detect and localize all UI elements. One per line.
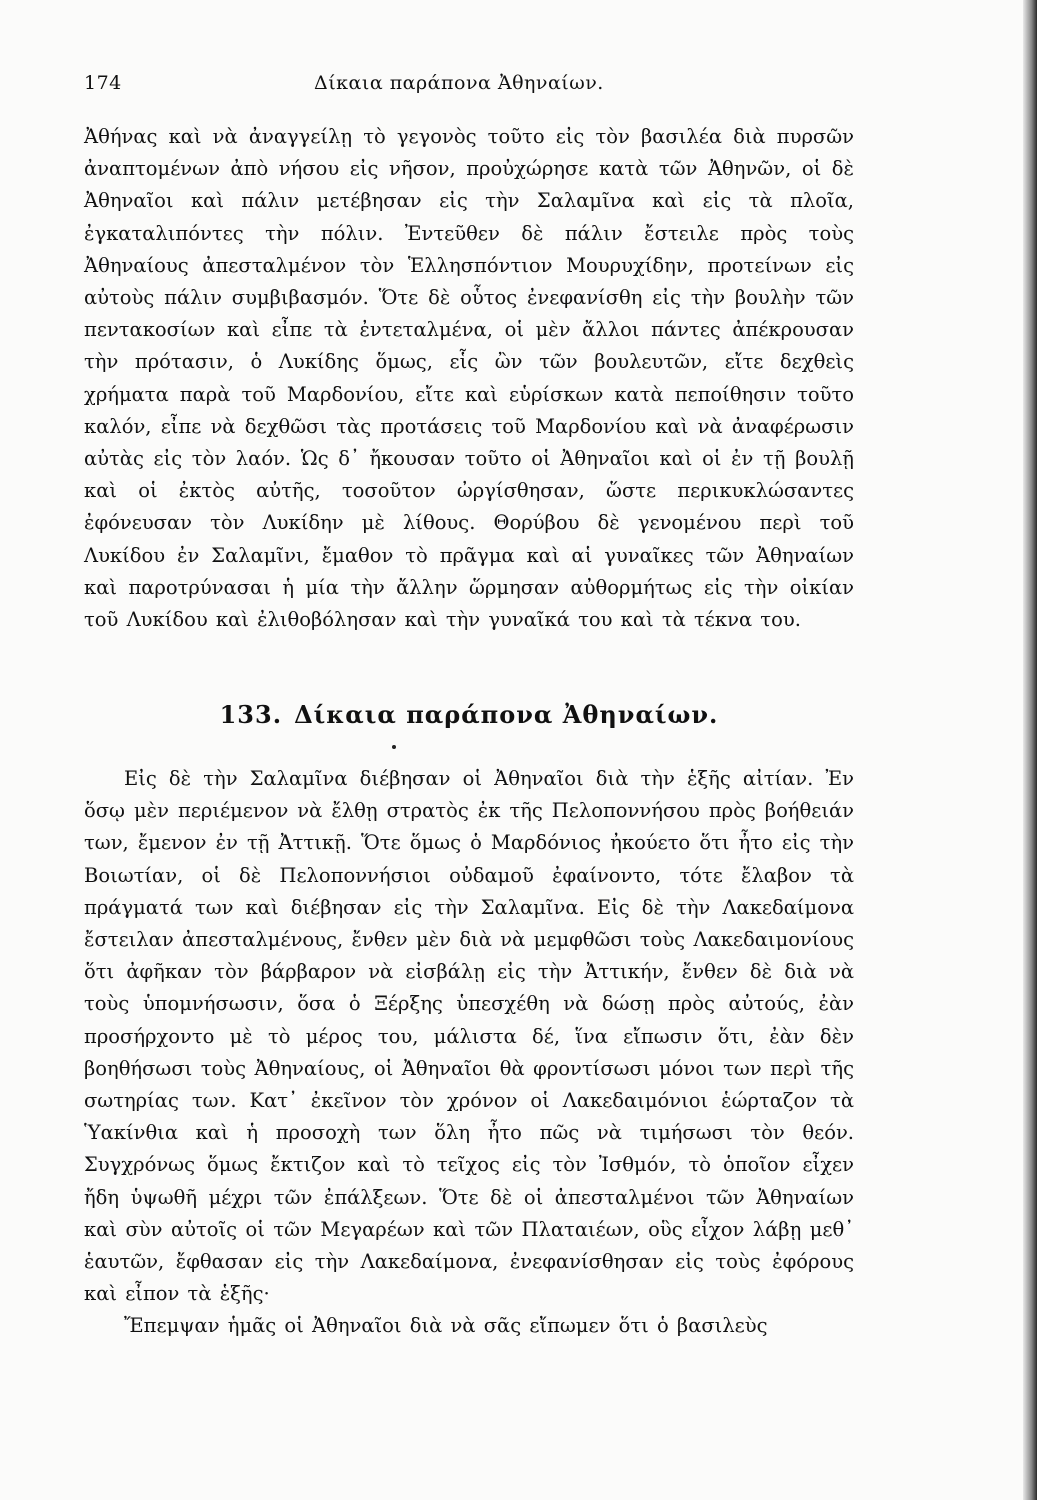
running-title: Δίκαια παράπονα Ἀθηναίων. <box>314 72 604 94</box>
text-block-section <box>84 763 854 1343</box>
heading-ornament-dot <box>392 745 396 749</box>
section-number: 133. <box>219 700 283 729</box>
page-number: 174 <box>84 72 122 94</box>
speech-paragraph: Ἔπεμψαν ἡμᾶς οἱ Ἀθηναῖοι διὰ νὰ σᾶς εἴπωμεν ὅτι ὁ βασιλεὺς <box>124 1314 768 1338</box>
section-heading <box>84 700 854 729</box>
book-spine-shadow <box>1023 0 1037 1500</box>
section-paragraph: Εἰς δὲ τὴν Σαλαμῖνα διέβησαν οἱ Ἀθηναῖοι διὰ τὴν ἑξῆς αἰτίαν. Ἐν ὅσῳ μὲν περιέμενον νὰ ἔλθῃ στρατὸς ἐκ τῆς Πελοποννήσου πρὸς βοήθειάν των, ἔμενον ἐν τῇ Ἀττικῇ. Ὅτε ὅμως ὁ Μαρδόνιος ἠκούετο ὅτι ἦτο εἰς τὴν Βοιωτίαν, οἱ δὲ Πελοποννήσιοι οὐδαμοῦ ἐφαίνοντο, τότε ἔλαβον τὰ πράγματά των καὶ διέβησαν εἰς τὴν Σαλαμῖνα. Εἰς δὲ τὴν Λακεδαίμονα ἔστειλαν ἀπεσταλμένους, ἔνθεν μὲν διὰ νὰ μεμφθῶσι τοὺς Λακεδαιμονίους ὅτι ἀφῆκαν τὸν βάρβαρον νὰ εἰσβάλῃ εἰς τὴν Ἀττικήν, ἔνθεν δὲ διὰ νὰ τοὺς ὑπομνήσωσιν, ὅσα ὁ Ξέρξης ὑπεσχέθη νὰ δώσῃ πρὸς αὐτούς, ἐὰν προσήρχοντο μὲ τὸ μέρος του, μάλιστα δέ, ἵνα εἴπωσιν ὅτι, ἐὰν δὲν βοηθήσωσι τοὺς Ἀθηναίους, οἱ Ἀθηναῖοι θὰ φροντίσωσι μόνοι των περὶ τῆς σωτηρίας των. Κατ᾽ ἐκεῖνον τὸν χρόνον οἱ Λακεδαιμόνιοι ἑώρταζον τὰ Ὑακίνθια καὶ ἡ προσοχὴ των ὅλη ἦτο πῶς νὰ τιμήσωσι τὸν θεόν. Συγχρόνως ὅμως ἔκτιζον καὶ τὸ τεῖχος εἰς τὸν Ἰσθμόν, τὸ ὁποῖον εἶχεν ἤδη ὑψωθῆ μέχρι τῶν ἐπάλξεων. Ὅτε δὲ οἱ ἀπεσταλμένοι τῶν Ἀθηναίων καὶ σὺν αὐτοῖς οἱ τῶν Μεγαρέων καὶ τῶν Πλαταιέων, οὓς εἶχον λάβῃ μεθ᾽ ἑαυτῶν, ἔφθασαν εἰς τὴν Λακεδαίμονα, ἐνεφανίσθησαν εἰς τοὺς ἐφόρους καὶ εἶπον τὰ ἑξῆς· <box>84 767 854 1306</box>
section-title: Δίκαια παράπονα Ἀθηναίων. <box>294 700 719 729</box>
paragraph-continued: Ἀθήνας καὶ νὰ ἀναγγείλῃ τὸ γεγονὸς τοῦτο εἰς τὸν βασιλέα διὰ πυρσῶν ἀναπτομένων ἀπὸ νήσου εἰς νῆσον, προὐχώρησε κατὰ τῶν Ἀθηνῶν, οἱ δὲ Ἀθηναῖοι καὶ πάλιν μετέβησαν εἰς τὴν Σαλαμῖνα καὶ εἰς τὰ πλοῖα, ἐγκαταλιπόντες τὴν πόλιν. Ἐντεῦθεν δὲ πάλιν ἔστειλε πρὸς τοὺς Ἀθηναίους ἀπεσταλμένον τὸν Ἑλλησπόντιον Μουρυχίδην, προτείνων εἰς αὐτοὺς πάλιν συμβιβασμόν. Ὅτε δὲ οὗτος ἐνεφανίσθη εἰς τὴν βουλὴν τῶν πεντακοσίων καὶ εἶπε τὰ ἐντεταλμένα, οἱ μὲν ἄλλοι πάντες ἀπέκρουσαν τὴν πρότασιν, ὁ Λυκίδης ὅμως, εἷς ὢν τῶν βουλευτῶν, εἴτε δεχθεὶς χρήματα παρὰ τοῦ Μαρδονίου, εἴτε καὶ εὑρίσκων κατὰ πεποίθησιν τοῦτο καλόν, εἶπε νὰ δεχθῶσι τὰς προτάσεις τοῦ Μαρδονίου καὶ νὰ ἀναφέρωσιν αὐτὰς εἰς τὸν λαόν. Ὡς δ᾽ ἤκουσαν τοῦτο οἱ Ἀθηναῖοι καὶ οἱ ἐν τῇ βουλῇ καὶ οἱ ἐκτὸς αὐτῆς, τοσοῦτον ὠργίσθησαν, ὥστε περικυκλώσαντες ἐφόνευσαν τὸν Λυκίδην μὲ λίθους. Θορύβου δὲ γενομένου περὶ τοῦ Λυκίδου ἐν Σαλαμῖνι, ἔμαθον τὸ πρᾶγμα καὶ αἱ γυναῖκες τῶν Ἀθηναίων καὶ παροτρύνασαι ἡ μία τὴν ἄλλην ὥρμησαν αὐθορμήτως εἰς τὴν οἰκίαν τοῦ Λυκίδου καὶ ἐλιθοβόλησαν καὶ τὴν γυναῖκά του καὶ τὰ τέκνα του. <box>84 125 854 632</box>
text-block-top <box>84 121 854 636</box>
running-header <box>84 72 877 102</box>
